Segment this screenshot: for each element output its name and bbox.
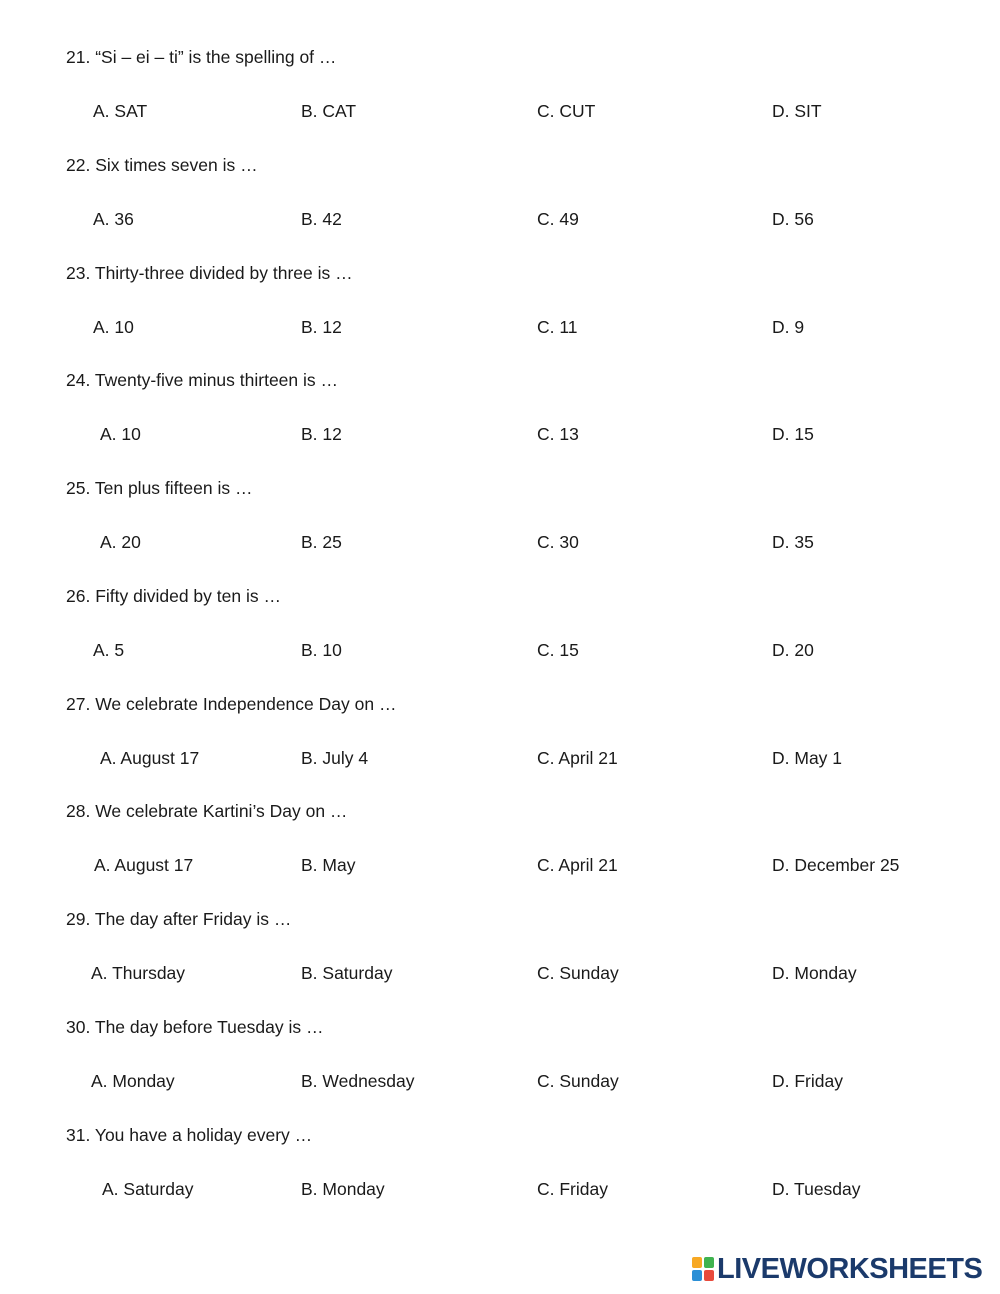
question-25 <box>0 477 1000 585</box>
option-a[interactable]: A. 20 <box>100 532 141 552</box>
option-c[interactable]: C. April 21 <box>537 855 618 875</box>
option-b[interactable]: B. 42 <box>301 209 342 229</box>
option-b[interactable]: B. July 4 <box>301 748 369 768</box>
option-a[interactable]: A. August 17 <box>100 748 200 768</box>
question-text: 25. Ten plus fifteen is … <box>66 478 253 498</box>
question-text: 26. Fifty divided by ten is … <box>66 586 281 606</box>
option-b[interactable]: B. 12 <box>301 424 342 444</box>
question-23 <box>0 262 1000 370</box>
option-a[interactable]: A. 10 <box>100 424 141 444</box>
option-a[interactable]: A. SAT <box>93 101 148 121</box>
question-text: 27. We celebrate Independence Day on … <box>66 694 397 714</box>
question-text: 21. “Si – ei – ti” is the spelling of … <box>66 47 337 67</box>
option-a[interactable]: A. Saturday <box>102 1179 194 1199</box>
option-b[interactable]: B. May <box>301 855 356 875</box>
option-c[interactable]: C. CUT <box>537 101 596 121</box>
logo-square-i <box>704 1257 714 1268</box>
option-c[interactable]: C. Sunday <box>537 963 619 983</box>
question-text: 22. Six times seven is … <box>66 155 258 175</box>
question-21 <box>0 46 1000 154</box>
question-30 <box>0 1016 1000 1124</box>
question-text: 23. Thirty-three divided by three is … <box>66 263 353 283</box>
option-d[interactable]: D. 9 <box>772 317 805 337</box>
option-b[interactable]: B. 25 <box>301 532 342 552</box>
question-text: 28. We celebrate Kartini’s Day on … <box>66 801 348 821</box>
option-a[interactable]: A. August 17 <box>94 855 194 875</box>
option-b[interactable]: B. CAT <box>301 101 357 121</box>
question-text: 30. The day before Tuesday is … <box>66 1017 324 1037</box>
option-b[interactable]: B. 10 <box>301 640 342 660</box>
question-24 <box>0 369 1000 477</box>
option-d[interactable]: D. 35 <box>772 532 814 552</box>
question-22 <box>0 154 1000 262</box>
option-d[interactable]: D. May 1 <box>772 748 843 768</box>
question-29 <box>0 908 1000 1016</box>
question-28 <box>0 800 1000 908</box>
logo-square-l <box>692 1257 702 1268</box>
question-31 <box>0 1124 1000 1232</box>
liveworksheets-logo-text: LIVEWORKSHEETS <box>717 1253 983 1285</box>
option-d[interactable]: D. 20 <box>772 640 814 660</box>
option-a[interactable]: A. 36 <box>93 209 134 229</box>
question-27 <box>0 693 1000 801</box>
option-c[interactable]: C. Sunday <box>537 1071 619 1091</box>
option-d[interactable]: D. December 25 <box>772 855 900 875</box>
option-b[interactable]: B. Monday <box>301 1179 385 1199</box>
option-c[interactable]: C. 30 <box>537 532 579 552</box>
option-c[interactable]: C. 13 <box>537 424 579 444</box>
option-b[interactable]: B. Saturday <box>301 963 393 983</box>
question-text: 31. You have a holiday every … <box>66 1125 313 1145</box>
question-text: 24. Twenty-five minus thirteen is … <box>66 370 339 390</box>
logo-square-e <box>704 1270 714 1281</box>
option-c[interactable]: C. 11 <box>537 317 578 337</box>
option-d[interactable]: D. SIT <box>772 101 822 121</box>
question-text: 29. The day after Friday is … <box>66 909 292 929</box>
option-a[interactable]: A. 5 <box>93 640 125 660</box>
option-c[interactable]: C. April 21 <box>537 748 618 768</box>
option-b[interactable]: B. 12 <box>301 317 342 337</box>
option-c[interactable]: C. 49 <box>537 209 579 229</box>
option-d[interactable]: D. Friday <box>772 1071 843 1091</box>
option-c[interactable]: C. 15 <box>537 640 579 660</box>
option-a[interactable]: A. 10 <box>93 317 134 337</box>
option-b[interactable]: B. Wednesday <box>301 1071 415 1091</box>
question-26 <box>0 585 1000 693</box>
option-a[interactable]: A. Thursday <box>91 963 186 983</box>
option-a[interactable]: A. Monday <box>91 1071 175 1091</box>
option-d[interactable]: D. 15 <box>772 424 814 444</box>
logo-square-v <box>692 1270 702 1281</box>
liveworksheets-logo-icon <box>692 1257 714 1281</box>
option-d[interactable]: D. Monday <box>772 963 857 983</box>
option-c[interactable]: C. Friday <box>537 1179 608 1199</box>
option-d[interactable]: D. 56 <box>772 209 814 229</box>
liveworksheets-logo[interactable] <box>692 1254 982 1284</box>
option-d[interactable]: D. Tuesday <box>772 1179 861 1199</box>
